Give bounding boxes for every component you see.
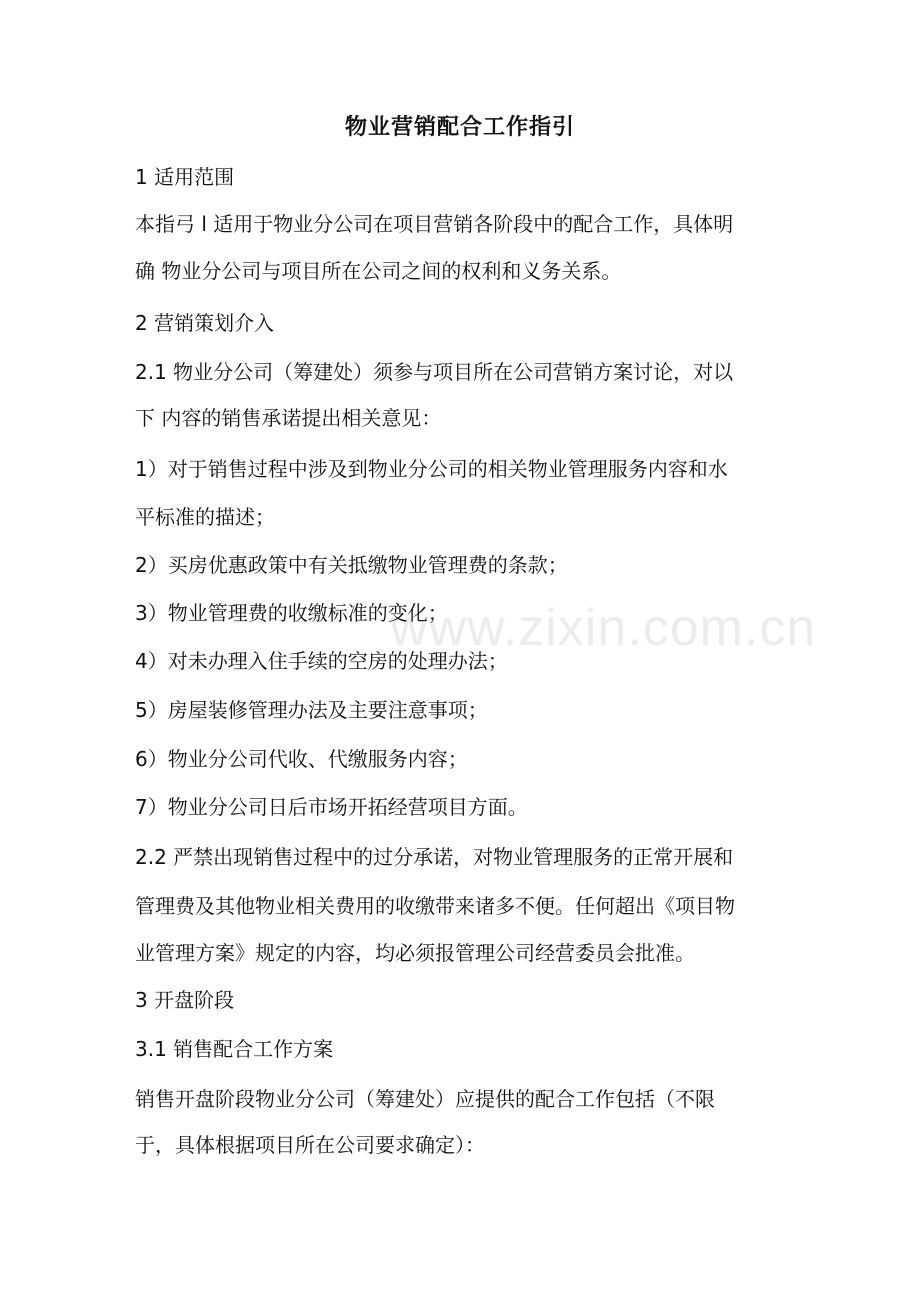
paragraph-line: 确 物业分公司与项目所在公司之间的权利和义务关系。 [135,259,622,283]
paragraph-line: 本指弓 l 适用于物业分公司在项目营销各阶段中的配合工作，具体明 [135,212,734,236]
list-item: 6）物业分公司代收、代缴服务内容； [135,747,468,771]
list-item: 5）房屋装修管理办法及主要注意事项； [135,698,488,722]
paragraph-line: 销售开盘阶段物业分公司（筹建处）应提供的配合工作包括（不限 [135,1087,715,1111]
list-item: 1）对于销售过程中涉及到物业分公司的相关物业管理服务内容和水 [135,457,728,481]
list-item-continuation: 平标准的描述； [135,505,275,529]
document-title: 物业营销配合工作指引 [344,115,575,140]
paragraph-line: 于，具体根据项目所在公司要求确定）： [135,1133,485,1157]
list-item: 3）物业管理费的收缴标准的变化； [135,601,448,625]
paragraph-line: 管理费及其他物业相关费用的收缴带来诸多不便。任何超出《项目物 [135,894,735,918]
subsection-heading: 3.1 销售配合工作方案 [135,1037,334,1061]
paragraph-line: 2.1 物业分公司（筹建处）须参与项目所在公司营销方案讨论，对以 [135,360,734,384]
paragraph-line: 2.2 严禁出现销售过程中的过分承诺，对物业管理服务的正常开展和 [135,845,734,869]
section-heading: 1 适用范围 [135,165,235,189]
paragraph-line: 下 内容的销售承诺提出相关意见： [135,406,442,430]
paragraph-line: 业管理方案》规定的内容，均必须报管理公司经营委员会批准。 [135,941,695,965]
list-item: 4）对未办理入住手续的空房的处理办法； [135,649,508,673]
list-item: 2）买房优惠政策中有关抵缴物业管理费的条款； [135,553,568,577]
section-heading: 2 营销策划介入 [135,311,275,335]
watermark-text: www.zixin.com.cn [390,599,817,657]
section-heading: 3 开盘阶段 [135,988,235,1012]
list-item: 7）物业分公司日后市场开拓经营项目方面。 [135,795,528,819]
